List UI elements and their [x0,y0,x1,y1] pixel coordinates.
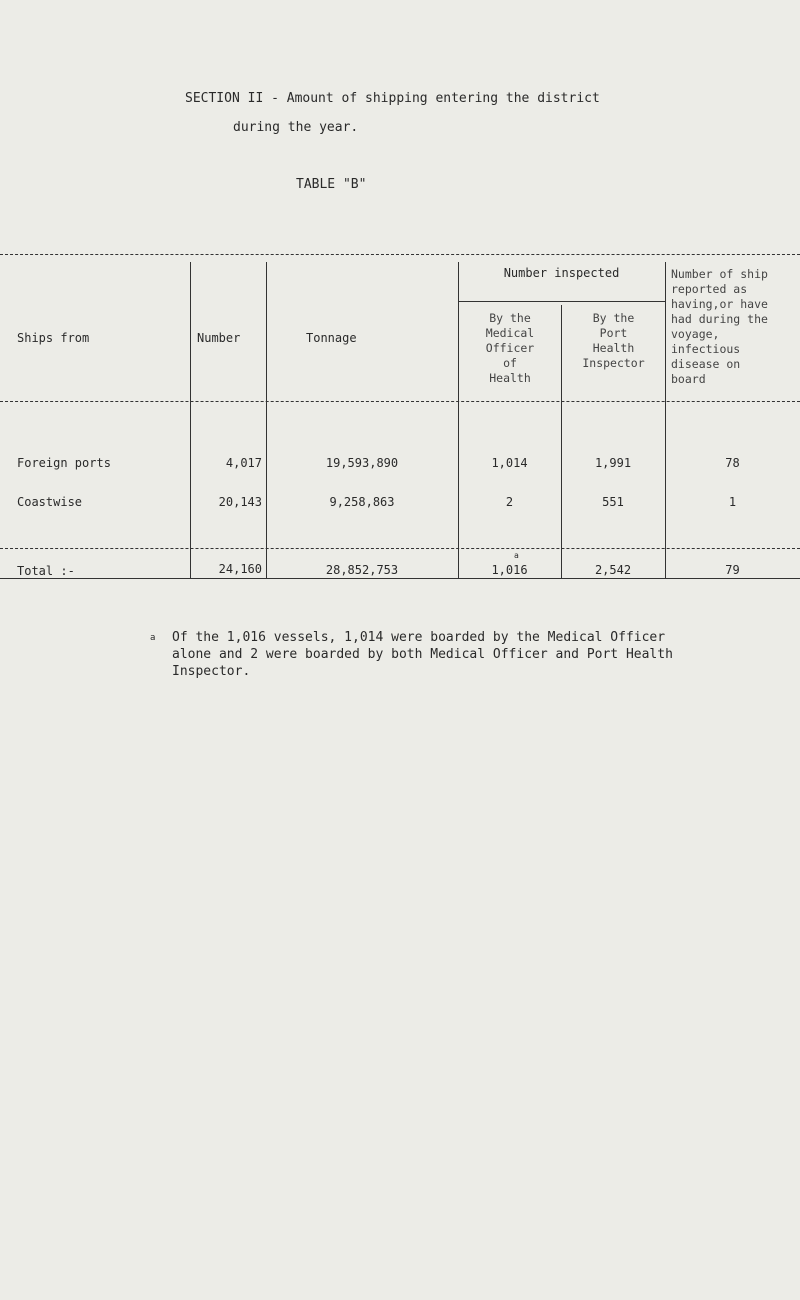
header-by-medical-officer: By the Medical Officer of Health [485,311,535,385]
table-top-rule [0,254,800,255]
header-by-port-health-inspector: By the Port Health Inspector [582,311,645,370]
row-by-medical-officer: 2 [505,495,514,509]
footnote-line: alone and 2 were boarded by both Medical Officer and Port Health [172,647,673,662]
header-bottom-rule [0,401,800,402]
table-title: TABLE "B" [296,177,367,192]
total-number: 24,160 [218,562,262,576]
row-tonnage: 19,593,890 [325,456,399,470]
column-divider [266,262,267,578]
header-infectious-disease: Number of ship reported as having,or have had during the voyage, infectious disease on board [671,267,768,386]
row-infectious: 78 [725,456,740,470]
footnote-line: Inspector. [172,664,251,679]
footnote-mark: a [150,633,156,643]
table-bottom-rule [0,578,800,579]
total-tonnage: 28,852,753 [325,563,399,577]
total-infectious: 79 [725,563,740,577]
section-title: SECTION II - Amount of shipping entering the district [185,91,600,106]
column-divider [665,262,666,578]
total-footnote-mark: a [514,551,519,560]
row-number: 4,017 [225,456,262,470]
total-top-rule [0,548,800,549]
row-number: 20,143 [218,495,262,509]
row-label: Coastwise [17,495,83,509]
header-ships-from: Ships from [17,331,90,345]
row-label: Foreign ports [17,456,111,470]
header-number-inspected: Number inspected [503,266,620,280]
footnote-line: Of the 1,016 vessels, 1,014 were boarded by the Medical Officer [172,630,666,645]
column-divider [190,262,191,578]
row-by-port-health-inspector: 551 [602,495,624,509]
header-tonnage: Tonnage [306,331,357,345]
row-by-port-health-inspector: 1,991 [594,456,632,470]
row-by-medical-officer: 1,014 [491,456,528,470]
section-title-continuation: during the year. [233,120,359,135]
header-number: Number [197,331,241,345]
total-label: Total :- [17,564,75,578]
total-by-medical-officer: 1,016 [491,563,528,577]
subheader-rule [458,301,665,302]
total-by-port-health-inspector: 2,542 [594,563,632,577]
column-divider [458,262,459,578]
row-tonnage: 9,258,863 [329,495,395,509]
row-infectious: 1 [728,495,737,509]
